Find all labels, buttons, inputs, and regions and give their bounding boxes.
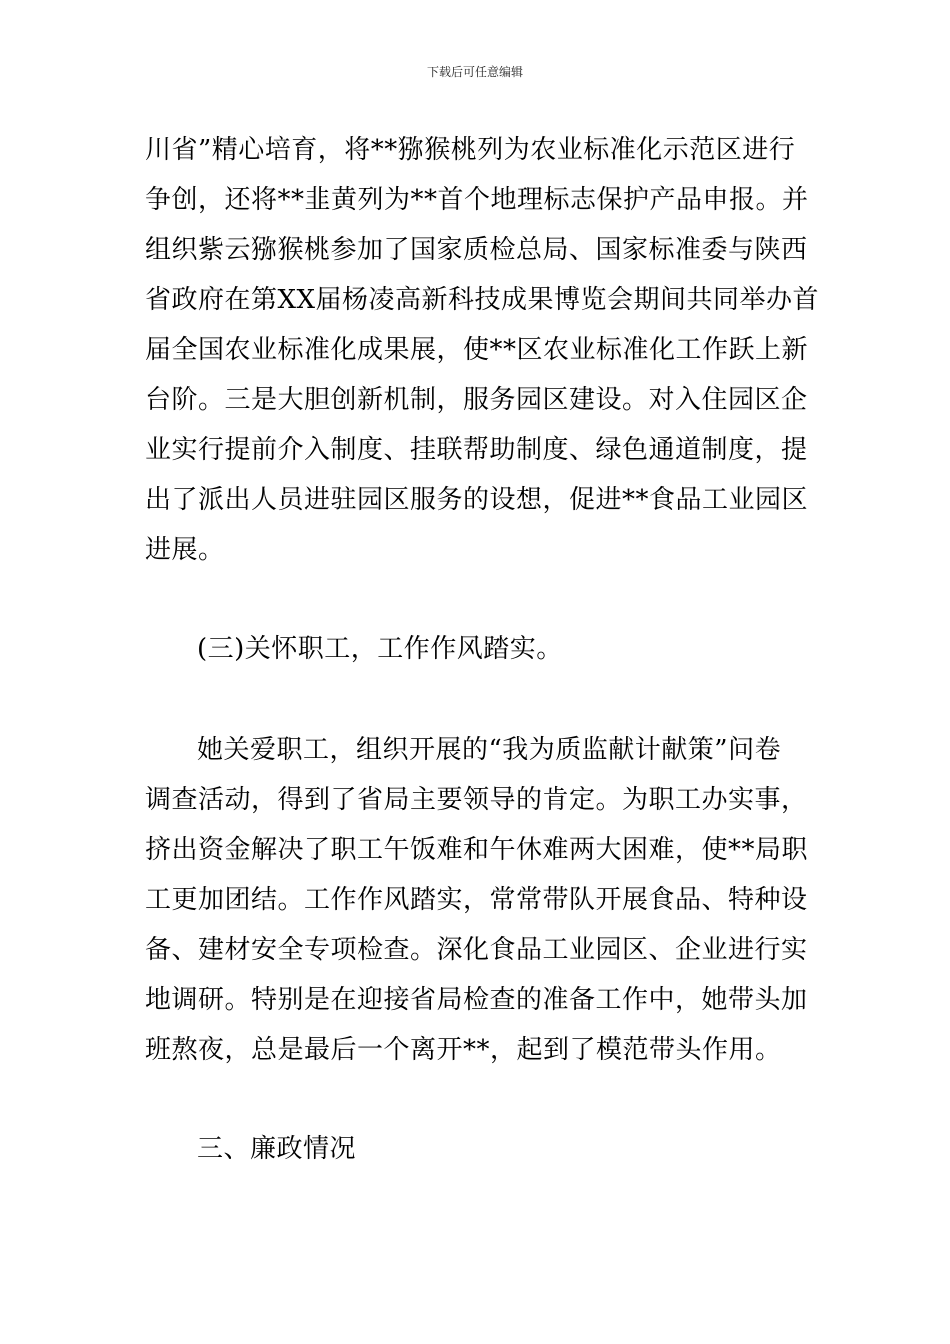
text-line: 台阶。三是大胆创新机制，服务园区建设。对入住园区企	[145, 385, 808, 415]
text-line: 三、廉政情况	[197, 1134, 357, 1164]
text-line: 组织紫云猕猴桃参加了国家质检总局、国家标准委与陕西	[145, 235, 808, 265]
text-line: 工更加团结。工作作风踏实，常常带队开展食品、特种设	[145, 885, 808, 915]
text-line: 挤出资金解决了职工午饭难和午休难两大困难，使**局职	[145, 835, 809, 865]
document-body	[145, 125, 820, 1174]
paragraph-spacer	[145, 1075, 807, 1124]
text-line: (三)关怀职工，工作作风踏实。	[197, 634, 563, 664]
section-heading-care-for-staff	[145, 624, 807, 674]
section-heading-integrity	[145, 1124, 807, 1174]
text-line: 业实行提前介入制度、挂联帮助制度、绿色通道制度，提	[145, 435, 808, 465]
text-line: 调查活动，得到了省局主要领导的肯定。为职工办实事，	[145, 785, 808, 815]
text-line: 地调研。特别是在迎接省局检查的准备工作中，她带头加	[145, 985, 808, 1015]
text-line: 争创，还将**韭黄列为**首个地理标志保护产品申报。并	[145, 185, 809, 215]
paragraph-spacer	[145, 575, 807, 624]
text-line: 班熬夜，总是最后一个离开**，起到了模范带头作用。	[145, 1035, 782, 1065]
paragraph-standardization	[145, 125, 820, 575]
text-line: 进展。	[145, 535, 225, 565]
text-line: 出了派出人员进驻园区服务的设想，促进**食品工业园区	[145, 485, 809, 515]
text-line: 备、建材安全专项检查。深化食品工业园区、企业进行实	[145, 935, 808, 965]
text-line: 届全国农业标准化成果展，使**区农业标准化工作跃上新	[145, 335, 809, 365]
paragraph-care-for-staff	[145, 725, 807, 1075]
text-line: 她关爱职工，组织开展的“我为质监献计献策”问卷	[197, 735, 782, 765]
page-header: 下载后可任意编辑	[426, 65, 523, 79]
paragraph-spacer	[145, 674, 807, 725]
text-line: 川省”精心培育，将**猕猴桃列为农业标准化示范区进行	[145, 135, 796, 165]
text-line: 省政府在第XX届杨凌高新科技成果博览会期间共同举办首	[145, 285, 820, 315]
